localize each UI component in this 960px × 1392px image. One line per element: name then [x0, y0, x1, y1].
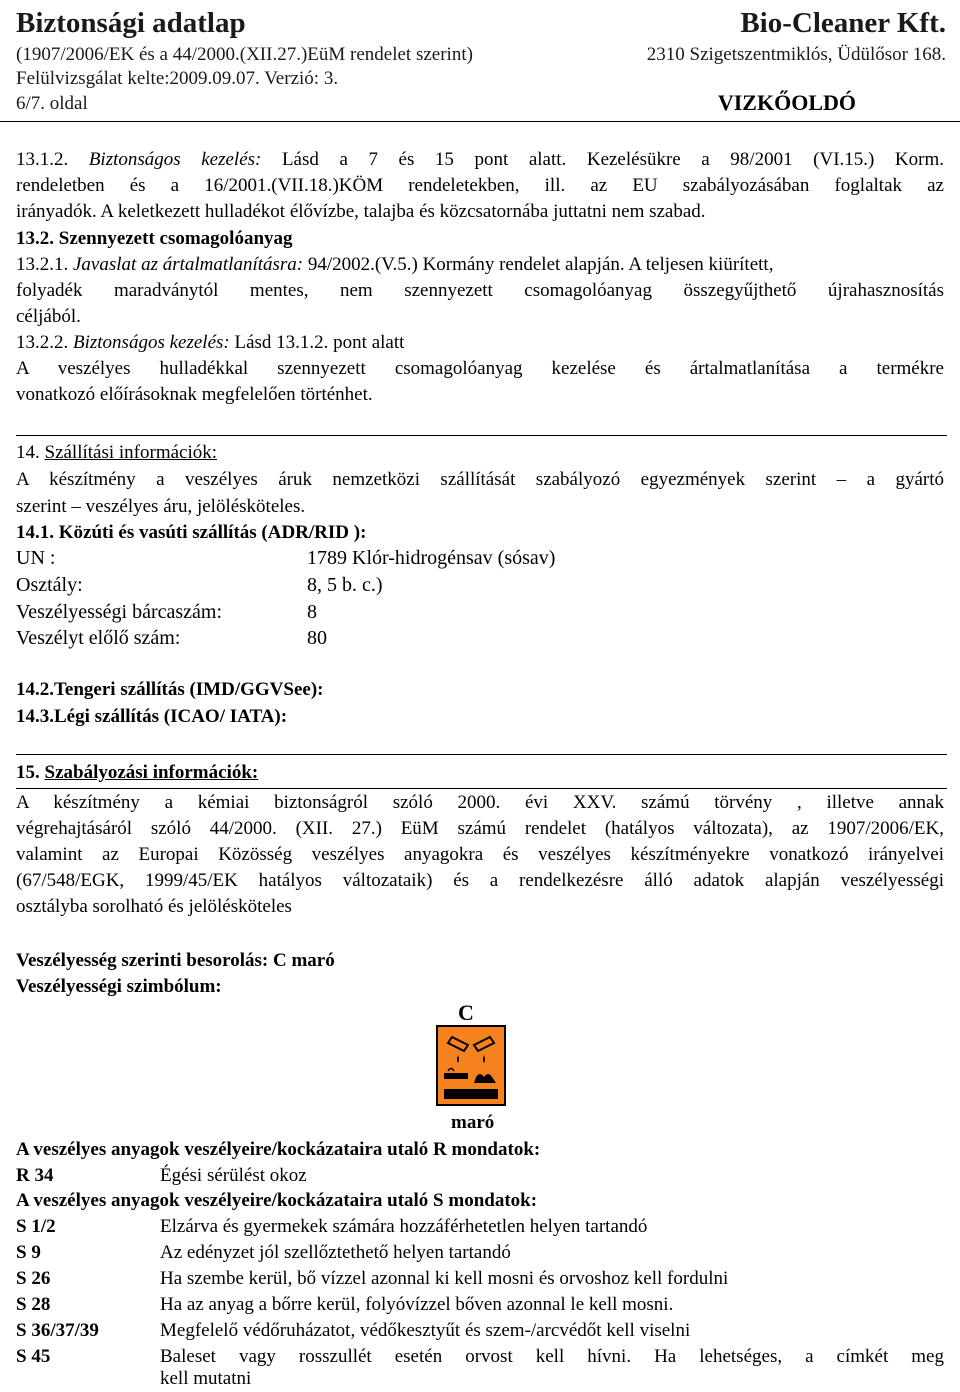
- s13-line-1: 13.1.2. Biztonságos kezelés: Lásd a 7 és 15 pont alatt. Kezelésükre a 98/2001 (VI.15.) Korm.: [16, 149, 944, 170]
- s13-2-2-line-3: vonatkozó előírásoknak megfelelően történhet.: [16, 384, 373, 405]
- sea-transport-heading: 14.2.Tengeri szállítás (IMD/GGVSee):: [16, 679, 324, 700]
- s-phrase-code: S 45: [16, 1346, 51, 1367]
- air-transport-heading: 14.3.Légi szállítás (ICAO/ IATA):: [16, 706, 288, 727]
- road-transport-heading: 14.1. Közúti és vasúti szállítás (ADR/RID ):: [16, 522, 367, 543]
- s-phrase-text: Ha szembe kerül, bő vízzel azonnal ki kell mosni és orvoshoz kell fordulni: [160, 1268, 729, 1289]
- hazard-symbol-caption: maró: [451, 1112, 495, 1133]
- s-phrase-text: Ha az anyag a bőrre kerül, folyóvízzel bőven azonnal le kell mosni.: [160, 1294, 674, 1315]
- s13-2-1-line-2: folyadék maradványtól mentes, nem szennyezett csomagolóanyag összegyűjthető újrahasznosítás: [16, 280, 944, 301]
- s-phrase-code: S 28: [16, 1294, 51, 1315]
- hazard-classification: Veszélyesség szerinti besorolás: C maró: [16, 950, 335, 971]
- s-phrase-text: Elzárva és gyermekek számára hozzáférhetetlen helyen tartandó: [160, 1216, 648, 1237]
- s13-2-2-line-1: 13.2.2. Biztonságos kezelés: Lásd 13.1.2. pont alatt: [16, 332, 405, 353]
- s-phrases-heading: A veszélyes anyagok veszélyeire/kockázataira utaló S mondatok:: [16, 1190, 538, 1211]
- hazard-id-number-label: Veszélyt előlő szám:: [16, 627, 181, 649]
- section-15-heading-rule: [16, 788, 947, 789]
- s-phrase-text: Az edényzet jól szellőztethető helyen tartandó: [160, 1242, 511, 1263]
- s14-text-line-2: szerint – veszélyes áru, jelölésköteles.: [16, 496, 306, 517]
- r-phrases-heading: A veszélyes anyagok veszélyeire/kockázataira utaló R mondatok:: [16, 1139, 541, 1160]
- revision-info: Felülvizsgálat kelte:2009.09.07. Verzió: 3.: [16, 68, 339, 89]
- s14-text-line-1: A készítmény a veszélyes áruk nemzetközi szállítását szabályozó egyezmények szerint – a gyártó: [16, 469, 944, 490]
- s13-2-1-line-1: 13.2.1. Javaslat az ártalmatlanításra: 94/2002.(V.5.) Kormány rendelet alapján. A teljesen kiürített,: [16, 254, 774, 275]
- s-phrase-code: S 26: [16, 1268, 51, 1289]
- hazard-id-number-value: 80: [307, 627, 327, 649]
- class-label: Osztály:: [16, 574, 83, 596]
- class-value: 8, 5 b. c.): [307, 574, 383, 596]
- r-phrase-text: Égési sérülést okoz: [160, 1165, 307, 1186]
- s-phrase-text: Baleset vagy rosszullét esetén orvost kell hívni. Ha lehetséges, a címkét meg: [160, 1346, 944, 1367]
- s-phrase-text: Megfelelő védőruházatot, védőkesztyűt és szem-/arcvédőt kell viselni: [160, 1320, 691, 1341]
- packaging-heading: 13.2. Szennyezett csomagolóanyag: [16, 228, 293, 249]
- section-15-heading: 15. Szabályozási információk:: [16, 762, 259, 783]
- un-value: 1789 Klór-hidrogénsav (sósav): [307, 547, 556, 569]
- s15-text-line-3: valamint az Europai Közösség veszélyes anyagokra és veszélyes készítményekre vonatkozó irányelvei: [16, 844, 944, 865]
- section-14-heading: 14. Szállítási információk:: [16, 442, 218, 463]
- product-name: VIZKŐOLDÓ: [717, 90, 856, 115]
- s15-text-line-2: végrehajtásáról szóló 44/2000. (XII. 27.) EüM számú rendelet (hatályos változata), az 1907/2006/EK,: [16, 818, 944, 839]
- regulation-reference: (1907/2006/EK és a 44/2000.(XII.27.)EüM rendelet szerint): [16, 44, 473, 65]
- s-phrase-text-continued: kell mutatni: [160, 1368, 252, 1389]
- section-15-divider: [16, 754, 947, 755]
- header-divider: [0, 121, 960, 122]
- un-label: UN :: [16, 547, 56, 569]
- s15-text-line-4: (67/548/EGK, 1999/45/EK hatályos változataik) és a rendelkezésre álló adatok alapján veszélyességi: [16, 870, 944, 891]
- s-phrase-code: S 9: [16, 1242, 41, 1263]
- s13-line-3: irányadók. A keletkezett hulladékot élővízbe, talajba és közcsatornába juttatni nem szabad.: [16, 201, 706, 222]
- s-phrase-code: S 36/37/39: [16, 1320, 99, 1341]
- hazard-label-number-label: Veszélyességi bárcaszám:: [16, 601, 223, 623]
- corrosive-hazard-icon: [436, 1025, 506, 1106]
- hazard-label-number-value: 8: [307, 601, 317, 623]
- company-name: Bio-Cleaner Kft.: [740, 7, 946, 39]
- s-phrase-code: S 1/2: [16, 1216, 56, 1237]
- s13-2-1-line-3: céljából.: [16, 306, 81, 327]
- hazard-symbol-letter: C: [458, 1000, 474, 1025]
- s13-2-2-line-2: A veszélyes hulladékkal szennyezett csomagolóanyag kezelése és ártalmatlanítása a termékre: [16, 358, 944, 379]
- s13-line-2: rendeletben és a 16/2001.(VII.18.)KÖM rendeletekben, ill. az EU szabályozásában foglaltak az: [16, 175, 944, 196]
- s15-text-line-1: A készítmény a kémiai biztonságról szóló 2000. évi XXV. számú törvény , illetve annak: [16, 792, 944, 813]
- section-14-divider: [16, 435, 947, 436]
- r-phrase-code: R 34: [16, 1165, 54, 1186]
- hazard-symbol-heading: Veszélyességi szimbólum:: [16, 976, 222, 997]
- document-title: Biztonsági adatlap: [16, 7, 246, 39]
- company-address: 2310 Szigetszentmiklós, Üdülősor 168.: [646, 44, 946, 65]
- s15-text-line-5: osztályba sorolható és jelölésköteles: [16, 896, 292, 917]
- page-number: 6/7. oldal: [16, 93, 88, 114]
